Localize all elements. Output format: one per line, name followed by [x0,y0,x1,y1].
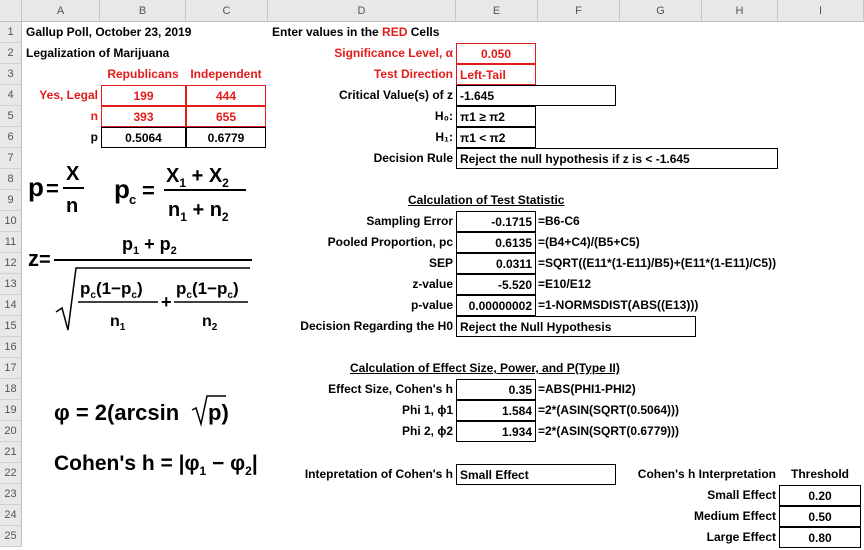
label-z-value: z-value [412,277,453,291]
row-header-13[interactable]: 13 [0,274,22,295]
cell-I25[interactable]: 0.80 [779,527,861,548]
label-medium-effect: Medium Effect [693,509,776,523]
formula-z-statistic [26,232,256,340]
svg-text:Cohen's h = |φ1 − φ2|: Cohen's $h = |\varphi_1 - \varphi_2|$ [54,452,258,478]
row-header-17[interactable]: 17 [0,358,22,379]
label-sampling-error: Sampling Error [366,214,453,228]
formula-cohens-h [52,440,262,484]
cell-E13[interactable]: -5.520 [456,274,536,295]
formula-E10: =B6-C6 [538,214,580,228]
svg-text:p: p [114,174,130,204]
label-phi2: Phi 2, ϕ2 [401,424,453,438]
cell-E14[interactable]: 0.00000002 [456,295,536,316]
label-decision-h0: Decision Regarding the H0 [300,319,453,333]
column-header-E[interactable]: E [456,0,538,22]
cell-E7[interactable]: Reject the null hypothesis if z is < -1.645 [456,148,778,169]
cell-I23[interactable]: 0.20 [779,485,861,506]
cell-E12[interactable]: 0.0311 [456,253,536,274]
row-header-16[interactable]: 16 [0,337,22,358]
row-header-18[interactable]: 18 [0,379,22,400]
row-header-3[interactable]: 3 [0,64,22,85]
svg-text:φ = 2(arcsin: φ = 2(arcsin [54,400,180,425]
formula-E13: =E10/E12 [538,277,592,291]
formula-E19: =2*(ASIN(SQRT(0.5064))) [538,403,680,417]
formula-phi [52,388,232,434]
cell-E4[interactable]: -1.645 [456,85,616,106]
svg-text:p): p) [208,400,229,425]
svg-text:=: = [46,176,59,201]
cell-E6[interactable]: π1 < π2 [456,127,536,148]
formula-p-num: X [66,163,80,185]
label-critical-value: Critical Value(s) of z [338,88,453,102]
header-cohens-interpretation: Cohen's h Interpretation [637,467,776,481]
cell-E11[interactable]: 0.6135 [456,232,536,253]
row-header-15[interactable]: 15 [0,316,22,337]
formula-E12: =SQRT((E11*(1-E11)/B5)+(E11*(1-E11)/C5)) [538,256,777,270]
row-header-9[interactable]: 9 [0,190,22,211]
column-header-I[interactable]: I [778,0,864,22]
cell-E3[interactable]: Left-Tail [456,64,536,85]
heading-effect-size: Calculation of Effect Size, Power, and P(Type II) [350,361,620,375]
column-header-D[interactable]: D [268,0,456,22]
column-header-H[interactable]: H [702,0,778,22]
label-significance: Significance Level, α [334,46,453,60]
formula-p-lhs: p [28,172,44,202]
formula-E14: =1-NORMSDIST(ABS((E13))) [538,298,699,312]
label-small-effect: Small Effect [707,488,776,502]
column-header-C[interactable]: C [186,0,268,22]
column-header-B[interactable]: B [100,0,186,22]
cell-C5[interactable]: 655 [186,106,266,127]
svg-text:=: = [142,178,155,203]
row-header-22[interactable]: 22 [0,463,22,484]
label-interpretation: Intepretation of Cohen's h [304,467,453,481]
row-header-21[interactable]: 21 [0,442,22,463]
select-all-corner[interactable] [0,0,22,22]
svg-text:=: = [39,249,51,271]
svg-text:z: z [28,246,39,271]
row-header-24[interactable]: 24 [0,505,22,526]
label-n: n [90,109,98,123]
svg-text:pc(1−pc): $p_c(1-p_c)$ [176,279,239,301]
label-yes-legal: Yes, Legal [39,88,98,102]
row-header-19[interactable]: 19 [0,400,22,421]
column-header-A[interactable]: A [22,0,100,22]
instruction-text: Enter values in the RED Cells [272,25,440,39]
cell-E2[interactable]: 0.050 [456,43,536,64]
row-header-5[interactable]: 5 [0,106,22,127]
row-header-1[interactable]: 1 [0,22,22,43]
row-header-10[interactable]: 10 [0,211,22,232]
cell-C4[interactable]: 444 [186,85,266,106]
svg-text:c: c [129,192,137,207]
heading-test-statistic: Calculation of Test Statistic [408,193,565,207]
row-header-25[interactable]: 25 [0,526,22,547]
header-independent: Independent [190,67,262,81]
cell-E19[interactable]: 1.584 [456,400,536,421]
svg-text:n2: $n_2$ [202,313,218,333]
row-header-6[interactable]: 6 [0,127,22,148]
svg-text:pc(1−pc): $p_c(1-p_c)$ [80,279,143,301]
cell-E22[interactable]: Small Effect [456,464,616,485]
row-header-8[interactable]: 8 [0,169,22,190]
label-sep: SEP [428,256,453,270]
title-poll: Gallup Poll, October 23, 2019 [26,25,192,39]
header-republicans: Republicans [107,67,179,81]
row-header-7[interactable]: 7 [0,148,22,169]
formula-E20: =2*(ASIN(SQRT(0.6779))) [538,424,680,438]
cell-B6[interactable]: 0.5064 [101,127,186,148]
label-h0: H₀: [434,109,453,123]
formula-E18: =ABS(PHI1-PHI2) [538,382,636,396]
row-header-2[interactable]: 2 [0,43,22,64]
svg-text:n1 + n2: $n_1 + n_2$ [168,199,229,224]
label-cohens-h: Effect Size, Cohen's h [328,382,453,396]
row-header-4[interactable]: 4 [0,85,22,106]
row-header-20[interactable]: 20 [0,421,22,442]
svg-text:n1: $n_1$ [110,313,126,333]
header-threshold: Threshold [790,467,849,481]
row-header-23[interactable]: 23 [0,484,22,505]
column-header-G[interactable]: G [620,0,702,22]
cell-E20[interactable]: 1.934 [456,421,536,442]
cell-E5[interactable]: π1 ≥ π2 [456,106,536,127]
formula-E11: =(B4+C4)/(B5+C5) [538,235,640,249]
label-p-value: p-value [410,298,453,312]
svg-text:X1 + X2: $X_1 + X_2$ [166,165,229,190]
formula-pooled-proportion [112,160,252,224]
label-large-effect: Large Effect [706,530,776,544]
cell-E18[interactable]: 0.35 [456,379,536,400]
svg-text:p1 + p2: $p_1 + p_2$ [122,234,177,257]
formula-p-definition [26,160,86,220]
cell-B4[interactable]: 199 [101,85,186,106]
label-phi1: Phi 1, ϕ1 [401,403,453,417]
formula-p-den: n [66,195,79,217]
cell-C6[interactable]: 0.6779 [186,127,266,148]
row-header-14[interactable]: 14 [0,295,22,316]
label-test-direction: Test Direction [373,67,453,81]
cell-E10[interactable]: -0.1715 [456,211,536,232]
label-p: p [90,130,98,144]
cell-I24[interactable]: 0.50 [779,506,861,527]
label-pooled-proportion: Pooled Proportion, pc [327,235,453,249]
row-header-11[interactable]: 11 [0,232,22,253]
column-header-F[interactable]: F [538,0,620,22]
svg-text:+: + [161,292,172,312]
cell-E15[interactable]: Reject the Null Hypothesis [456,316,696,337]
label-decision-rule: Decision Rule [373,151,453,165]
label-h1: H₁: [435,130,453,144]
title-topic: Legalization of Marijuana [26,46,170,60]
cell-B5[interactable]: 393 [101,106,186,127]
row-header-12[interactable]: 12 [0,253,22,274]
